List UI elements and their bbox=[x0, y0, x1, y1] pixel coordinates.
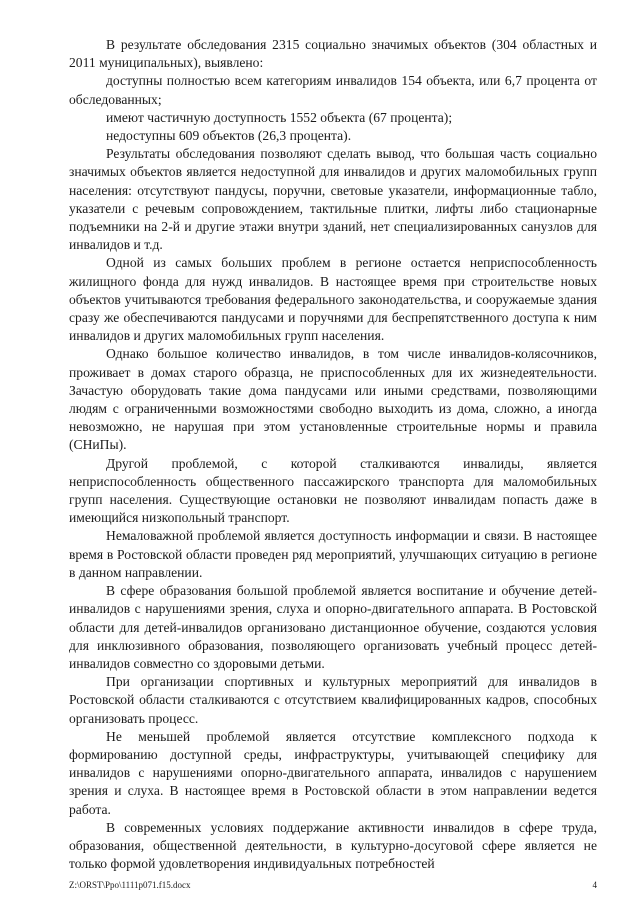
paragraph-sports-culture: При организации спортивных и культурных мероприятий для инвалидов в Ростовской области сталкиваются с отсутствием квалифицированных кадров, способных организовать процесс. bbox=[69, 674, 597, 726]
file-path: Z:\ORST\Ppo\1111p071.f15.docx bbox=[69, 880, 191, 890]
page-number: 4 bbox=[592, 880, 597, 890]
paragraph-old-housing: Однако большое количество инвалидов, в том числе инвалидов-колясочников, проживает в домах старого образца, не приспособленных для их жизнедеятельности. Зачастую оборудовать такие дома пандусами или иными средствами, позволяющими людям с ограниченными возможностями свободно выходить из дома, сложно, а иногда невозможно, не нарушая при этом установленные строительные нормы и правила (СНиПы). bbox=[69, 346, 597, 453]
paragraph-inaccessible: недоступны 609 объектов (26,3 процента). bbox=[106, 128, 352, 144]
paragraph-education: В сфере образования большой проблемой является воспитание и обучение детей-инвалидов с нарушениями зрения, слуха и опорно-двигательного аппарата. В Ростовской области для детей-инвалидов организовано дистанционное обучение, создаются условия для инклюзивного образования, позволяющего организовать учебный процесс детей-инвалидов совместно со здоровыми детьми. bbox=[69, 583, 597, 671]
paragraph-fully-accessible: доступны полностью всем категориям инвалидов 154 объекта, или 6,7 процента от обследованных; bbox=[69, 73, 597, 107]
paragraph-comprehensive-approach: Не меньшей проблемой является отсутствие комплексного подхода к формированию доступной среды, инфраструктуры, учитывающей специфику для инвалидов с нарушениями опорно-двигательного аппарата, инвалидов с нарушением зрения и слуха. В настоящее время в Ростовской области в этом направлении ведется работа. bbox=[69, 728, 597, 817]
paragraph-housing-problem: Одной из самых больших проблем в регионе остается неприспособленность жилищного фонда для нужд инвалидов. В настоящее время при строительстве новых объектов учитываются требования федерального законодательства, и сооружаемые здания сразу же обеспечиваются пандусами и поручнями для беспрепятственного доступа к ним инвалидов и других маломобильных групп населения. bbox=[69, 255, 597, 344]
paragraph-information-access: Немаловажной проблемой является доступность информации и связи. В настоящее время в Ростовской области проведен ряд мероприятий, улучшающих ситуацию в регионе в данном направлении. bbox=[69, 528, 597, 580]
paragraph-survey-conclusion: Результаты обследования позволяют сделать вывод, что большая часть социально значимых объектов является недоступной для инвалидов и других маломобильных групп населения: отсутствуют пандусы, поручни, световые указатели, информационные табло, указатели с речевым сопровождением, тактильные плитки, лифты либо стационарные подъемники на 2-й и другие этажи внутри зданий, нет специализированных санузлов для инвалидов и т.д. bbox=[69, 146, 597, 253]
paragraph-transport-problem: Другой проблемой, с которой сталкиваются инвалиды, является неприспособленность общественного пассажирского транспорта для маломобильных групп населения. Существующие остановки не позволяют инвалидам попасть даже в имеющийся низкопольный транспорт. bbox=[69, 455, 597, 526]
paragraph-survey-intro: В результате обследования 2315 социально значимых объектов (304 областных и 2011 муниципальных), выявлено: bbox=[69, 37, 597, 71]
document-body bbox=[69, 36, 597, 873]
paragraph-modern-conditions: В современных условиях поддержание активности инвалидов в сфере труда, образования, общественной деятельности, в культурно-досуговой сфере является не только формой удовлетворения индивидуальных потребностей bbox=[69, 819, 597, 872]
paragraph-partially-accessible: имеют частичную доступность 1552 объекта (67 процента); bbox=[106, 109, 453, 125]
